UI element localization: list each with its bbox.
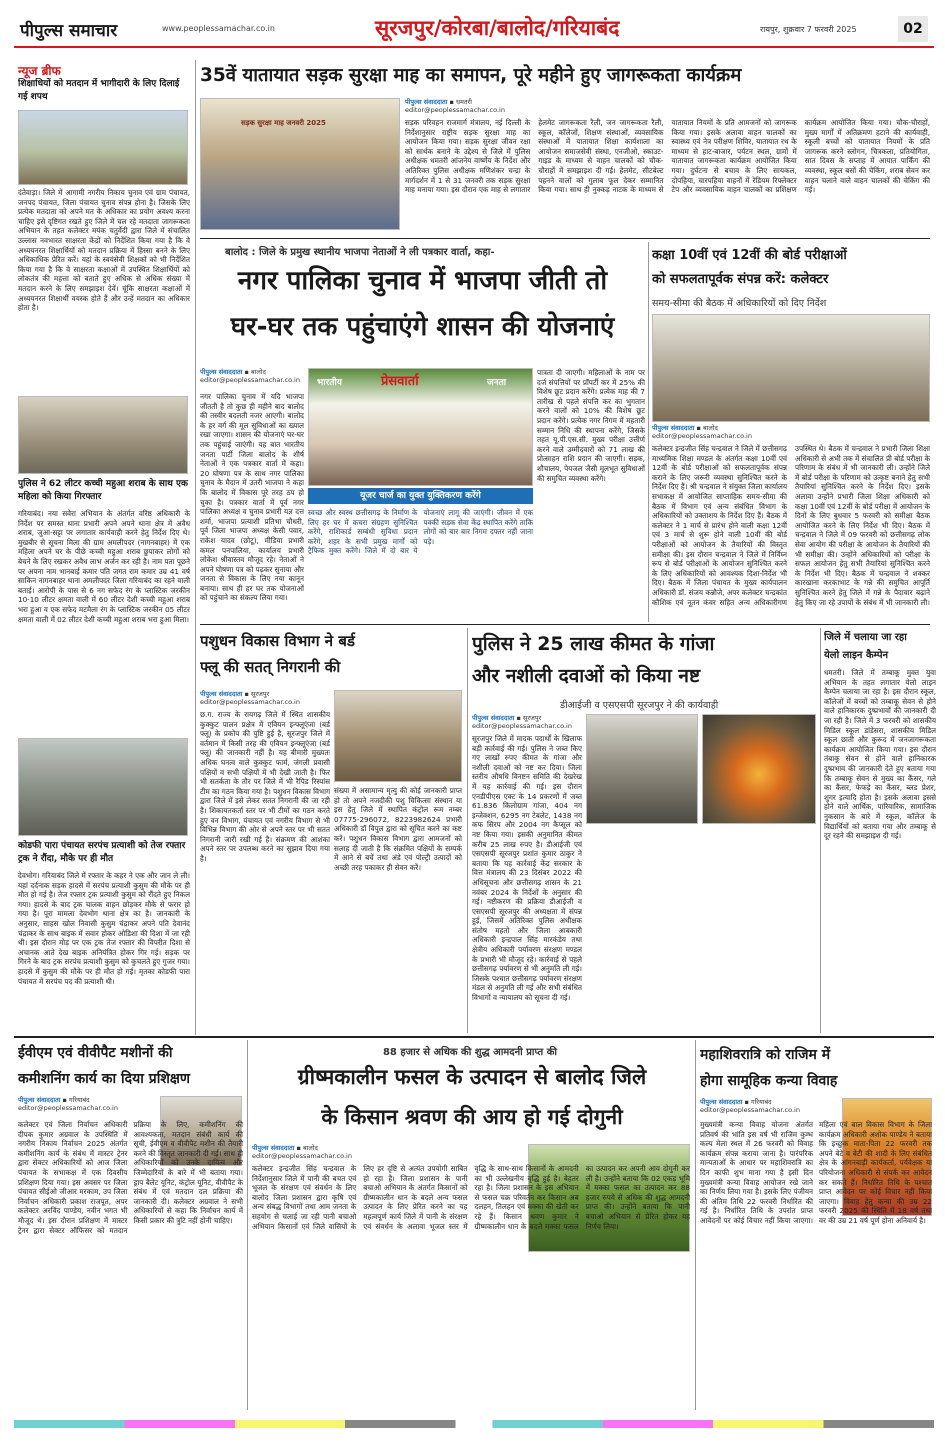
bjp-body: नगर पालिका चुनाव में यदि भाजपा जीतती है तो कुछ ही महीने बाद बालोद की तस्वीर बदलती नजर आएगी। बालोद के हर वर्ग की मूल सुविधाओं का ख्याल रखा जाएगा। शासन की योजनाएं घर-घर तक पहुंचाई जाएंगी। यह बात भारतीय जनता पार्टी जिला बालोद के शीर्ष नेताओं ने एक पत्रकार वार्ता में कहा। 20 घोषणा पत्र के साथ नगर पालिका चुनाव के मैदान में उतरी भाजपा ने कहा कि बालोद में विकास पूरे तरह ठप हो चुका है। पत्रकार वार्ता में पूर्व नगर पालिका अध्यक्ष व चुनाव प्रभारी यज्ञ दत्त शर्मा, भाजपा प्रत्याशी प्रतिभा चौधरी, पूर्व जिला भाजपा अध्यक्ष केसी पवार, राकेश यादव (छोटू), मीडिया प्रभारी कमल पनपालिया, कार्यालय प्रभारी लोकेश श्रीवास्तव मौजूद रहे। नेताओं ने अपने घोषणा पत्र को पढ़कर सुनाया और जनता से विकास के लिए नया कानून बनाया। साथ ही हर घर तक योजनाओं को पहुंचाने का संकल्प लिया गया। [200,392,304,603]
top-story-body: सड़क परिवहन राजमार्ग मंत्रालय, नई दिल्ली के निर्देशानुसार राष्ट्रीय सड़क सुरक्षा माह का आयोजन किया गया। सड़क सुरक्षा जीवन रक्षा को सार्थक बनाने के उद्देश्य से जिले में पुलिस अधीक्षक धमतरी आंजनेय वार्ष्णेय के निर्देश और अतिरिक्त पुलिस अधीक्षक मणिशंकर चन्द्रा के मार्गदर्शन में 1 से 31 जनवरी तक सड़क सुरक्षा माह मनाया गया। इस दौरान एक माह से लगातार हेलमेट जागरूकता रैली, जन जागरूकता रैली, स्कूल, कॉलेजों, शिक्षण संस्थाओं, व्यवसायिक संस्थाओं में यातायात शिक्षा कार्यशाला का आयोजन समाजसेवी संस्था, एनजीओ, स्काउट-गाइड के माध्यम से वाहन चालकों को चौक-चौराहों में समझाइश दी गई। हेलमेट, सीटबेल्ट पहनने वालों को गुलाब फूल देकर सम्मानित किया गया। साथ ही नुक्कड़ नाटक के माध्यम से यातायात नियमों के प्रति आमजनों को जागरूक किया गया। इसके अलावा वाहन चालकों का स्वास्थ्य एवं नेत्र परीक्षण शिविर, यातायात रथ के माध्यम से हाट-बाजार, पर्यटन स्थल, ग्रामों में यातायात जागरूकता कार्यक्रम आयोजित किया गया। दुर्घटना से बचाव के लिए सायकल, दोपहिया, चारपहिया वाहनों में रेडियम रिफ्लेक्टर टेप और व्यवसायिक वाहन चालकों का प्रशिक्षण कार्यक्रम आयोजित किया गया। चौक-चौराहों, मुख्य मार्गों में अतिक्रमण हटाने की कार्यवाही, स्कूली बच्चों को यातायात नियमों के प्रति जागरूक करने स्लोगन, चित्रकला, प्रतियोगिता, सात दिवस के सप्ताह में आयात पार्किंग की व्यवस्था, स्कूल बसों की चेकिंग, शराब सेवन कर वाहन चलाने वाले वाहन चालकों की चेकिंग की गई। [405,118,930,195]
brief1-body: दंतेवाड़ा। जिले में आगामी नगरीय निकाय चुनाव एवं ग्राम पंचायत, जनपद पंचायत, जिला पंचायत चुनाव संपन्न होना है। जिसके लिए प्रत्येक मतदाता को अपने मत के अधिकार का प्रयोग अवश्य करना चाहिए इसे दृष्टिगत रखते हुए जिले में चल रहे मतदाता जागरूकता अभियान के तहत कलेक्टर मयंक चतुर्वेदी द्वारा जिले में संचालित उल्लास नवभारत साक्षरता केंद्रों को निर्देशित किया गया है कि वे अध्ययनरत शिक्षार्थियों को मतदान प्रक्रिया में हिस्सा बनने के लिए अधिकाधिक प्रेरित करें। यहां के स्वयंसेवी शिक्षकों को भी निर्देशित किया गया है कि वे साक्षरता कक्षाओं में उपस्थित शिक्षार्थियों को लोकतंत्र की महत्ता को बताते हुए अधिक से अधिक संख्या में मतदान करने के लिए समझाइश देवें। चूंकि साक्षरता कक्षाओं में अध्ययनरत शिक्षार्थी वयस्क होते हैं और उन्हें मतदान का अधिकार होता है। [18,188,190,313]
byline-place: सूरजपुर [250,690,270,698]
edition-title: सूरजपुर/कोरबा/बालोद/गरियाबंद [375,16,620,40]
birdflu-headline-2: फ्लू की सतत् निगरानी की [200,658,341,676]
birdflu-headline-1: पशुधन विकास विभाग ने बर्ड [200,632,355,650]
masthead-rule [14,46,934,48]
bjp-kicker: बालोद : जिले के प्रमुख स्थानीय भाजपा नेताओं ने ली पत्रकार वार्ता, कहा- [225,247,495,258]
farmer-kicker: 88 हजार से अधिक की शुद्ध आमदनी प्राप्त की [382,1047,558,1058]
byline-reporter: पीपुल्स संवाददाता [472,714,515,722]
exam-headline-2: को सफलतापूर्वक संपन्न करें: कलेक्टर [652,272,829,287]
top-story-headline: 35वें यातायात सड़क सुरक्षा माह का समापन, पूरे महीने हुए जागरूकता कार्यक्रम [200,65,742,86]
campaign-headline-1: जिले में चलाया जा रहा [824,632,907,643]
farmer-headline-1: ग्रीष्मकालीन फसल के उत्पादन से बालोद जिले [297,1065,647,1089]
exam-photo [652,314,930,422]
birdflu-ganja-divider [467,628,468,1033]
bjp-subhead: यूजर चार्ज का युक्त युक्तिकरण करेंगे [308,488,533,504]
bjp-body-3: पात्रता दी जाएगी। महिलाओं के नाम पर दर्ज संपत्तियों पर प्रॉपर्टी कर में 25% की विशेष छूट प्रदान करेंगे। प्रत्येक माह की 7 तारीख से पहले संपत्ति कर का भुगतान करने वालों को 10% की विशेष छूट प्रदान करेंगे। प्रत्येक नगर निगम में महतारी सम्मान निधि की स्थापना करेंगे, जिसके तहत यू.पी.एस.सी. मुख्य परीक्षा उत्तीर्ण करने वाले उम्मीदवारों को 71 लाख की प्रोत्साहन राशि प्रदान की जाएगी। सड़क, शौचालय, पेयजल जैसी मूलभूत सुविधाओं की समुचित व्यवस्था करेंगे। [537,368,645,483]
masthead [0,0,945,58]
bjp-body-2: स्वच्छ और स्वस्थ छत्तीसगढ़ के निर्माण के लिए हर घर में कचरा संग्रहण सुनिश्चित करेंगे, राशिकार्ड सम्बंधी सुविधा प्रदान करेंगे, शहर के सभी प्रमुख मार्गों को ट्रैफिक मुक्त करेंगे। जिले में दो बार ये योजनाएं लागू की जाएंगी। जीवन में एक पक्की सड़क सेवा केंद्र स्थापित करेंगे ताकि लोगों को बार बार निगम दफ्तर नहीं जाना पड़े। [308,508,533,556]
wedding-byline: पीपुल्स संवाददाता ▪ गरियाबंद editor@peoplessamachar.co.in [700,1098,800,1114]
byline-reporter: पीपुल्स संवाददाता [200,368,243,376]
byline-place: धमतरी [455,98,472,106]
ganja-byline: पीपुल्स संवाददाता ▪ सूरजपुर editor@peoplessamachar.co.in [472,714,572,730]
brief1-photo [18,110,188,185]
exam-body: कलेक्टर इन्द्रजीत सिंह चन्द्रवाल ने जिले में छत्तीसगढ़ माध्यमिक शिक्षा मण्डल के अंतर्गत कक्षा 10वीं एवं 12वीं के बोर्ड परीक्षाओं को सफलतापूर्वक संपन्न कराने के लिए जरूरी व्यवस्था सुनिश्चित करने के निर्देश दिए हैं। श्री चन्द्रवाल ने संयुक्त जिला कार्यालय सभाकक्ष में आयोजित साप्ताहिक समय-सीमा की बैठक में विभाग एवं अन्य संबंधित विभाग के अधिकारियों को उक्ताशय के निर्देश दिए हैं। बैठक में कलेक्टर ने 1 मार्च से प्रारंभ होने वाली कक्षा 12वीं एवं 3 मार्च से शुरू होने वाली 10वीं की बोर्ड परीक्षाओं को आयोजन के तैयारियों की विस्तृत समीक्षा की। इस दौरान चन्द्रवाल ने जिले में निर्विघ्न रूप से बोर्ड परीक्षाओं के आयोजन सुनिश्चित करने के लिए अधिकारियों को आवश्यक दिशा-निर्देश भी दिए। बैठक में जिला पंचायत के मुख्य कार्यपालन अधिकारी डॉ. संजय कन्नौजे, अपर कलेक्टर चन्द्रकांत कौशिक एवं नूतन कंवर सहित अन्य अधिकारीगण उपस्थित थे। बैठक में चन्द्रवाल ने प्रभारी जिला शिक्षा अधिकारी से अभी तक में संचालित प्री बोर्ड परीक्षा के परिणाम के संबंध में भी जानकारी ली। उन्होंने जिले में बोर्ड परीक्षा के परिणाम को उत्कृष्ट बनाने हेतु सभी तैयारियां सुनिश्चित करने के निर्देश दिए। इसके अलावा उन्होंने प्रभारी जिला शिक्षा अधिकारी को कक्षा 10वीं एवं 12वीं के बोर्ड परीक्षा में आयोजन के दिनों के लिए बुधवार 5 फरवरी को समीक्षा बैठक आयोजित करने के लिए निर्देश भी दिए। बैठक में चन्द्रवाल ने जिले में 09 फरवरी को छत्तीसगढ़ लोक सेवा आयोग की परीक्षा के आयोजन के तैयारियों की भी समीक्षा की। उन्होंने अधिकारियों को परीक्षा के सफल आयोजन हेतु सभी तैयारियां सुनिश्चित करने के निर्देश भी दिए। बैठक में चन्द्रवाल ने शक्कर कारखाना करकाभाट के गन्ने की समुचित आपूर्ति सुनिश्चित करने हेतु जिले में गन्ने के पैदावार बढ़ाने हेतु किए जा रहे उपायों के संबंध में भी जानकारी ली। [652,444,930,607]
byline-place: बालोद [250,368,266,376]
brief1-title: शिक्षाधियों को मतदान में भागीदारी के लिए दिलाई गई शपथ [18,79,180,102]
brief2-title: पुलिस ने 62 लीटर कच्ची महुआ शराब के साथ एक महिला को किया गिरफ्तार [18,479,188,502]
evm-farmer-divider [247,1040,248,1410]
byline-email[interactable]: editor@peoplessamachar.co.in [200,376,300,384]
ganja-body: सूरजपुर जिले में मादक पदार्थों के खिलाफ बड़ी कार्रवाई की गई। पुलिस ने जब्त किए गए लाखों रुपए कीमत के गांजा और नशीली दवाओं को नष्ट कर दिया। जिला स्तरीय औषधि विनष्टन समिति की देखरेख में यह कार्रवाई की गई। इस दौरान एनडीपीएस एक्ट के 14 प्रकरणों में जब्त 61.836 किलोग्राम गांजा, 404 नग इन्जेक्शन, 6295 नग टेबलेट, 1438 नग कफ सिरप और 2004 नग कैप्सूल को नष्ट किया गया। इसकी अनुमानित कीमत करीब 25 लाख रुपए है। डीआईजी एवं एसएसपी सूरजपुर प्रशांत कुमार ठाकुर ने बताया कि यह कार्रवाई केंद्र सरकार के वित्त मंत्रालय की 23 दिसंबर 2022 की अधिसूचना और छत्तीसगढ़ शासन के 21 नवंबर 2024 के निर्देशों के अनुसार की गई। नष्टीकरण की प्रक्रिया डीआईजी व एसएसपी सूरजपुर की अध्यक्षता में संपन्न हुई, जिसमें अतिरिक्त पुलिस अधीक्षक संतोष महतो और जिला आबकारी अधिकारी इन्द्रपाल सिंह मारकंडेय तथा क्षेत्रीय अधिकारी पर्यावरण संरक्षण मण्डल के प्रभारी भी मौजूद रहे। कार्रवाई से पहले छत्तीसगढ़ पर्यावरण से भी अनुमति ली गई। जिसके पश्चात छत्तीसगढ़ पर्यावरण संरक्षण मंडल से अनुमति ली गई और सभी संबंधित विभागों व न्यायालय को सूचना दी गई। [472,734,582,1003]
website-url[interactable]: www.peoplessamachar.co.in [162,24,275,33]
byline-reporter: पीपुल्स संवाददाता [700,1098,743,1106]
divider-1 [200,238,930,239]
exam-headline-1: कक्षा 10वीं एवं 12वीं की बोर्ड परीक्षाओं [652,248,847,263]
exam-subhead: समय-सीमा की बैठक में अधिकारियों को दिए निर्देश [652,298,827,309]
page-number: 02 [898,16,928,42]
birdflu-byline: पीपुल्स संवाददाता ▪ सूरजपुर editor@peoplessamachar.co.in [200,690,300,706]
ganja-headline-2: और नशीली दवाओं को किया नष्ट [472,665,701,687]
byline-email[interactable]: editor@peoplessamachar.co.in [405,106,505,114]
ganja-photo-2 [702,714,816,824]
bjp-byline: पीपुल्स संवाददाता ▪ बालोद editor@peoplessamachar.co.in [200,368,300,384]
farmer-wedding-divider [695,1040,696,1410]
brief2-body: गरियाबंद। नया सवेरा अभियान के अंतर्गत वरिष्ठ अधिकारी के निर्देश पर समस्त थाना प्रभारी अपने अपने थाना क्षेत्र में अवैध शराब, जुआ-सट्टा पर लगातार कार्यवाही करने हेतु निर्देश दिए थे। मुखबीर से सूचना मिला की ग्राम अमलीपदर (नागनबाहर) में एक महिला अपने घर के पीछे कच्ची महुआ शराब छुपाकर लोगों को बेचने के लिए रखकर अवैध लाभ अर्जन कर रही है। नाम पता पूछने पर अपना नाम भानबाई कमार पति जगत राम कमार उम्र 41 वर्ष साकिन नागनबाहर थाना अमलीपदर जिला गरियाबंद का रहने वाली बताई। आरोपी के पास से 6 नग सफेद रंग के प्लास्टिक जरकीन 10-10 लीटर क्षमता वाली में 60 लीटर देशी कच्ची महुआ शराब भरा हुआ व एक सफेद मटमैला रंग के प्लास्टिक जरकीन 05 लीटर क्षमता वाली में 02 लीटर देशी कच्ची महुआ शराब भरा हुआ मिला। [18,509,190,624]
byline-email[interactable]: editor@peoplessamachar.co.in [18,1104,118,1112]
banner-word-3: जनता [487,378,507,388]
birdflu-photo [334,690,462,782]
byline-place: बालोद [702,424,718,432]
brief3-body: देवभोग। गरियाबंद जिले में रफ्तार के कहर ने एक और जान ले ली। यहां दर्दनाक सड़क हादसे में सरपंच प्रत्याशी कुसुम की मौके पर ही मौत हो गई है। तेज रफ्तार ट्रक प्रत्याशी कुसुम को रौंदते हुए निकल गया। हादसे के बाद ट्रक चालक वाहन छोड़कर मौके से फरार हो गया है। पूरा मामला देवभोग थाना क्षेत्र का है। जानकारी के अनुसार, साहस खोल निवासी कुसुम चंद्राकर अपने पति देवानंद चंद्राकर के साथ बाइक में सवार होकर ओडिशा की दिशा में जा रही थी। इस दौरान मोड़ पर एक ट्रक तेज रफ्तार की विपरीत दिशा से अचानक आते देख बाइक अनियंत्रित होकर गिर गई। सड़क पर गिरने के बाद ट्रक सरपंच प्रत्याशी कुसुम को कुचलते हुए गुजर गया। हादसे में कुसुम की मौके पर ही मौत हो गई। मृतका कोडफी पारा पंचायत में सरपंच पद की प्रत्याशी थी। [18,871,190,986]
brand-logo: पीपुल्स समाचार [20,21,118,41]
bjp-headline-1: नगर पालिका चुनाव में भाजपा जीती तो [237,266,608,296]
byline-reporter: पीपुल्स संवाददाता [200,690,243,698]
byline-place: गरियाबंद [68,1096,90,1104]
byline-reporter: पीपुल्स संवाददाता [252,1144,295,1152]
birdflu-body: छ.ग. राज्य के रायगढ़ जिले में स्थित शासकीय कुक्कुट पालन प्रक्षेत्र में एवियन इन्फ्लूएंजा (बर्ड फ्लू) के प्रकोप की पुष्टि हुई है, सूरजपुर जिले में वर्तमान में किसी तरह की एवियन इन्फ्लूएंजा (बर्ड फ्लू) की जानकारी नहीं है। यह बीमारी मुख्यतः अधिक घनत्व वाले कुक्कुट फार्म, जंगली प्रवासी पक्षियों व सभी पक्षियों में भी देखी जाती है। फिर भी सतर्कता के तौर पर जिले में भी रैपिड रिस्पांस टीम का गठन किया गया है। पशुधन विकास विभाग द्वारा जिले में इसे लेकर सतत निगरानी की जा रही है। शिकायतकर्ता स्तर पर भी टीमों का गठन करते हुए वन विभाग, पंचायत एवं नगरीय विभाग से भी विभिन्न विभाग की ओर से अपने स्तर पर भी सतत निगरानी जारी रखी गई है। संक्रमण की आशंका अपने स्तर पर उपलब्ध करने का सुझाव दिया गया है। [200,710,330,863]
banner-word-1: भारतीय [317,378,343,388]
bjp-exam-divider [648,242,649,622]
ganja-photo-1 [586,714,698,824]
byline-place: गरियाबंद [750,1098,772,1106]
bjp-press-photo [308,368,533,486]
bjp-headline-2: घर-घर तक पहुंचाएंगे शासन की योजनाएं [230,312,615,342]
byline-email[interactable]: editor@peoplessamachar.co.in [652,432,752,440]
farmer-body: कलेक्टर इन्द्रजीत सिंह चन्द्रवाल के निर्देशानुसार जिले में पानी की बचत एवं भूजल के संरक्षण एवं संवर्धन के लिए बालोद जिला प्रशासन द्वारा कृषि एवं अन्य संबद्ध विभागों तथा आम जनता के सहयोग से चलाई जा रही पानी बचाओ अभियान किसानों एवं जिले वासियों के लिए हर दृष्टि से अत्यंत उपयोगी साबित हो रहा है। जिला प्रशासन के पानी बचाओ अभियान के अंतर्गत किसानों को ग्रीष्मकालीन धान के बदले अन्य फसल उत्पादन के लिए प्रेरित करने का यह महत्वपूर्ण कार्य जिले में पानी के संरक्षण एवं संवर्धन के अलावा भूजल स्तर में वृद्धि के साथ-साथ किसानों के आमदनी का भी उल्लेखनीय वृद्धि हुई है। बेहतर रहा है। जिला प्रशासन के इस अभियान से फसल चक्र परिवर्तन कर किसान अब दलहन, तिलहन एवं मक्का की खेती कर रहे हैं। किसान श्रवण कुमार ने ग्रीष्मकालीन धान के बदले मक्का फसल का उत्पादन कर अपनी आय दोगुनी कर ली है। उन्होंने बताया कि 02 एकड़ भूमि में मक्का फसल का उत्पादन कर 88 हजार रुपये से अधिक की शुद्ध आमदनी प्राप्त की। उन्होंने बताया कि पानी बचाओ अभियान से प्रेरित होकर यह निर्णय लिया। [252,1164,690,1231]
farmer-headline-2: के किसान श्रवण की आय हो गई दोगुनी [321,1105,623,1129]
birdflu-body-2: संख्या में असामान्य मृत्यु की कोई जानकारी प्राप्त हो तो अपने नजदीकी पशु चिकित्सा संस्थान या इस हेतु जिले में स्थापित कंट्रोल रूम नम्बर 07775-296072, 8223982624 प्रभारी अधिकारी डॉ विपुल द्वारा को सूचित करने का कष्ट करें। पशुधन विकास विभाग द्वारा आमजनों को सलाह दी जाती है कि संक्रमित पक्षियों के सम्पर्क में आने से बचें तथा अंडे एवं पोल्ट्री उत्पादों को अच्छी तरह पकाकर ही सेवन करें। [334,786,462,872]
byline-email[interactable]: editor@peoplessamachar.co.in [252,1152,352,1160]
evm-body: कलेक्टर एवं जिला निर्वाचन अधिकारी दीपक कुमार अग्रवाल के उपस्थिति में नगरीय निकाय निर्वाचन 2025 अंतर्गत कमीशनिंग कार्य के संबंध में मास्टर ट्रेनर द्वारा सेक्टर अधिकारियों को आज जिला पंचायत के सभाकक्ष में एक दिवसीय प्रशिक्षण दिया गया। इस अवसर पर जिला पंचायत सीईओ जीआर मरकाम, उप जिला निर्वाचन अधिकारी प्रकाश राजपूत, अपर कलेक्टर अरविंद पाण्डेय, नवीन भगत भी मौजूद थे। इस दौरान प्रशिक्षण में मास्टर ट्रेनर द्वारा सेक्टर ऑफिसर को मतदान प्रक्रिया के लिए, कमीशनिंग की आवश्यकता, मतदान संबंधी कार्य की सूची, ईवीएम व वीवीपैट मशीन की तैयारी करने की विस्तृत जानकारी दी गई। साथ ही अधिकारियों को उनके दायित्व और जिम्मेदारियों के बारे में भी बताया गया। ड्राप बैलेट यूनिट, कंट्रोल यूनिट, वीवीपैट के संबंध में एवं मतदान दल प्रक्रिया की जानकारी दी। कलेक्टर अग्रवाल ने सभी अधिकारियों से कहा कि निर्वाचन कार्य में किसी प्रकार की त्रुटि नहीं होनी चाहिए। [18,1120,243,1235]
photo-banner-text: सड़क सुरक्षा माह जनवरी 2025 [241,119,326,127]
farmer-byline: पीपुल्स संवाददाता ▪ बालोद editor@peoplessamachar.co.in [252,1144,352,1160]
wedding-headline-1: महाशिवरात्रि को राजिम में [700,1047,831,1063]
campaign-body: धमतरी। जिले में तम्बाकू मुक्त युवा अभियान के तहत लगातार येलो लाइन कैम्पेन चलाया जा रहा है। इस दौरान स्कूल, कॉलेजों में बच्चों को तम्बाकू सेवन से होने वाले हानिकारक दुष्प्रभावों की जानकारी दी जा रही है। जिले में 3 फरवरी को शासकीय मिडिल स्कूल डांडेसरा, शासकीय मिडिल स्कूल छाती और कुरूद में जनजागरूकता कार्यक्रम आयोजित किया गया। इस दौरान तंबाकू सेवन से होने वाले हानिकारक दुष्प्रभाव की जानकारी देते हुए बताया गया कि तम्बाकू सेवन से मुख्य का कैंसर, गले का कैंसर, फेफड़े का कैंसर, ब्लड प्रेशर, शुगर इत्यादि होता है। इसके अलावा इससे होने वाले आर्थिक, पारिवारिक, सामाजिक नुकसान के बारे में स्कूल, कॉलेज के विद्यार्थियों को बताया गया और तम्बाकू से दूर रहने की समझाइश दी गई। [824,668,936,841]
evm-headline-2: कमीशनिंग कार्य का दिया प्रशिक्षण [18,1071,190,1087]
evm-byline: पीपुल्स संवाददाता ▪ गरियाबंद editor@peoplessamachar.co.in [18,1096,118,1112]
banner-word-2: प्रेसवार्ता [381,374,419,389]
divider-3 [14,1036,934,1038]
byline-email[interactable]: editor@peoplessamachar.co.in [472,722,572,730]
print-color-bar [14,1420,934,1428]
divider-2 [200,624,930,625]
byline-reporter: पीपुल्स संवाददाता [652,424,695,432]
brief3-photo [18,738,188,836]
news-brief-label: न्यूज ब्रीफ [18,64,61,78]
ganja-campaign-divider [820,628,821,1033]
top-story-byline: पीपुल्स संवाददाता ▪ धमतरी editor@peoplessamachar.co.in [405,98,505,114]
byline-reporter: पीपुल्स संवाददाता [18,1096,61,1104]
byline-place: बालोद [302,1144,318,1152]
campaign-headline-2: येलो लाइन कैम्पेन [824,650,889,661]
evm-headline-1: ईवीएम एवं वीवीपैट मशीनों की [18,1045,173,1061]
byline-email[interactable]: editor@peoplessamachar.co.in [200,698,300,706]
ganja-headline-1: पुलिस ने 25 लाख कीमत के गांजा [472,633,715,655]
ganja-subhead: डीआईजी व एसएसपी सूरजपुर ने की कार्यवाही [560,700,719,711]
byline-reporter: पीपुल्स संवाददाता [405,98,448,106]
brief3-title: कोडफी पारा पंचायत सरपंच प्रत्याशी को तेज रफ्तार ट्रक ने रौंदा, मौके पर ही मौत [18,841,186,864]
exam-byline: पीपुल्स संवाददाता ▪ बालोद editor@peoplessamachar.co.in [652,424,752,440]
wedding-body: मुख्यमंत्री कन्या विवाह योजना अंतर्गत प्रतिवर्ष की भांति इस वर्ष भी राजिम कुम्भ कल्प मेला स्थल में 26 फरवरी को विवाह कार्यक्रम संपन्न कराया जाना है। पारंपरिक मान्यताओं के आधार पर महाशिवरात्रि का दिन काफी शुभ माना गया है इसी दिन मुख्यमंत्री कन्या विवाह आयोजन रखे जाने का निर्णय लिया गया है। इसके लिए पंजीयन की अंतिम तिथि 22 फरवरी निर्धारित की गई है। निर्धारित तिथि के उपरांत प्राप्त आवेदनों पर कोई विचार नहीं किया जाएगा। महिला एवं बाल विकास विभाग के जिला कार्यक्रम अधिकारी अशोक पाण्डेय ने बताया कि इच्छुक माता-पिता 22 फरवरी तक अपने बेटे व बेटी की शादी के लिए संबंधित क्षेत्र के आंगनबाड़ी कार्यकर्ता, पर्यवेक्षक या परियोजना अधिकारी से संपर्क कर आवेदन कर सकते हैं। निर्धारित तिथि के पश्चात प्राप्त आवेदन पर कोई विचार नहीं किया जाएगा। विवाह हेतु कन्या की उम्र 22 फरवरी 2025 की स्थिति में 18 वर्ष तथा वर की उम्र 21 वर्ष पूर्ण होना अनिवार्य है। [700,1120,932,1225]
wedding-headline-2: होगा सामूहिक कन्या विवाह [700,1073,838,1089]
byline-email[interactable]: editor@peoplessamachar.co.in [700,1106,800,1114]
left-column-divider [195,60,196,1035]
brief2-photo [18,396,188,474]
dateline: रायपुर, शुक्रवार 7 फरवरी 2025 [760,25,857,34]
top-story-photo [200,98,400,230]
byline-place: सूरजपुर [522,714,542,722]
